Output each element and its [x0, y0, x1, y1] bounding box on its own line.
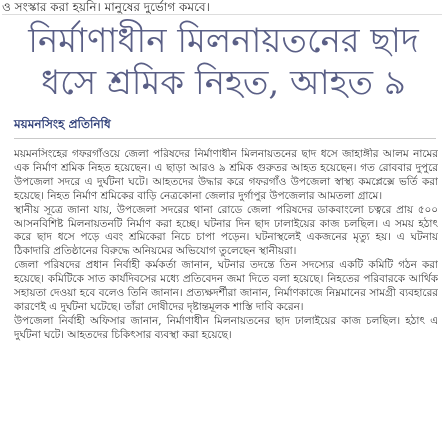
headline-line-1: নির্মাণাধীন মিলনায়তনের ছাদ — [28, 21, 419, 61]
headline-line-2: ধসে শ্রমিক নিহত, আহত ৯ — [41, 63, 406, 103]
divider — [14, 138, 436, 139]
paragraph: ময়মনসিংহের গফরগাঁওয়ে জেলা পরিষদের নির্মাণাধীন মিলনায়তনের ছাদ ধসে জাহাঙ্গীর আলম নামের এক নির্মাণ শ্রমিক নিহত হয়েছেন। এ ছাড়া আরও ৯ শ্রমিক গুরুতর আহত হয়েছেন। গত রোববার দুপুরে উপজেলা সদরে এ দুর্ঘটনা ঘটে। আহতদের উদ্ধার করে গফরগাঁও উপজেলা স্বাস্থ্য কমপ্লেক্সে ভর্তি করা হয়েছে। নিহত নির্মাণ শ্রমিকের বাড়ি নেত্রকোনা জেলার দুর্গাপুর উপজেলার আমতলা গ্রামে। — [14, 148, 438, 202]
headline — [0, 18, 447, 104]
article-body — [14, 148, 438, 432]
paragraph: জেলা পরিষদের প্রধান নির্বাহী কর্মকর্তা জানান, ঘটনার তদন্তে তিন সদস্যের একটি কমিটি গঠন করা হয়েছে। কমিটিকে সাত কার্যদিবসের মধ্যে প্রতিবেদন জমা দিতে বলা হয়েছে। নিহতের পরিবারকে আর্থিক সহায়তা দেওয়া হবে বলেও তিনি জানান। প্রত্যক্ষদর্শীরা জানান, নির্মাণকাজে নিম্নমানের সামগ্রী ব্যবহারের কারণেই এ দুর্ঘটনা ঘটেছে। তাঁরা দোষীদের দৃষ্টান্তমূলক শাস্তি দাবি করেন। — [14, 259, 438, 313]
byline: ময়মনসিংহ প্রতিনিধি — [14, 117, 111, 131]
paragraph: স্থানীয় সূত্রে জানা যায়, উপজেলা সদরের থানা রোডে জেলা পরিষদের ডাকবাংলো চত্বরে প্রায় ৫০০ আসনবিশিষ্ট মিলনায়তনটি নির্মাণ করা হচ্ছে। ঘটনার দিন ছাদ ঢালাইয়ের কাজ চলছিল। এ সময় হঠাৎ করে ছাদ ধসে পড়ে এবং শ্রমিকেরা নিচে চাপা পড়েন। ঘটনাস্থলেই একজনের মৃত্যু হয়। এ ঘটনায় ঠিকাদারি প্রতিষ্ঠানের বিরুদ্ধে অনিয়মের অভিযোগ তুলেছেন স্থানীয়রা। — [14, 203, 438, 258]
previous-article-fragment: ও সংস্কার করা হয়নি। মানুষের দুর্ভোগ কমবে। — [2, 0, 442, 15]
paragraph: উপজেলা নির্বাহী অফিসার জানান, নির্মাণাধীন মিলনায়তনের ছাদ ঢালাইয়ের কাজ চলছিল। হঠাৎ এ দুর্ঘটনা ঘটে। আহতদের চিকিৎসার ব্যবস্থা করা হয়েছে। — [14, 314, 438, 341]
